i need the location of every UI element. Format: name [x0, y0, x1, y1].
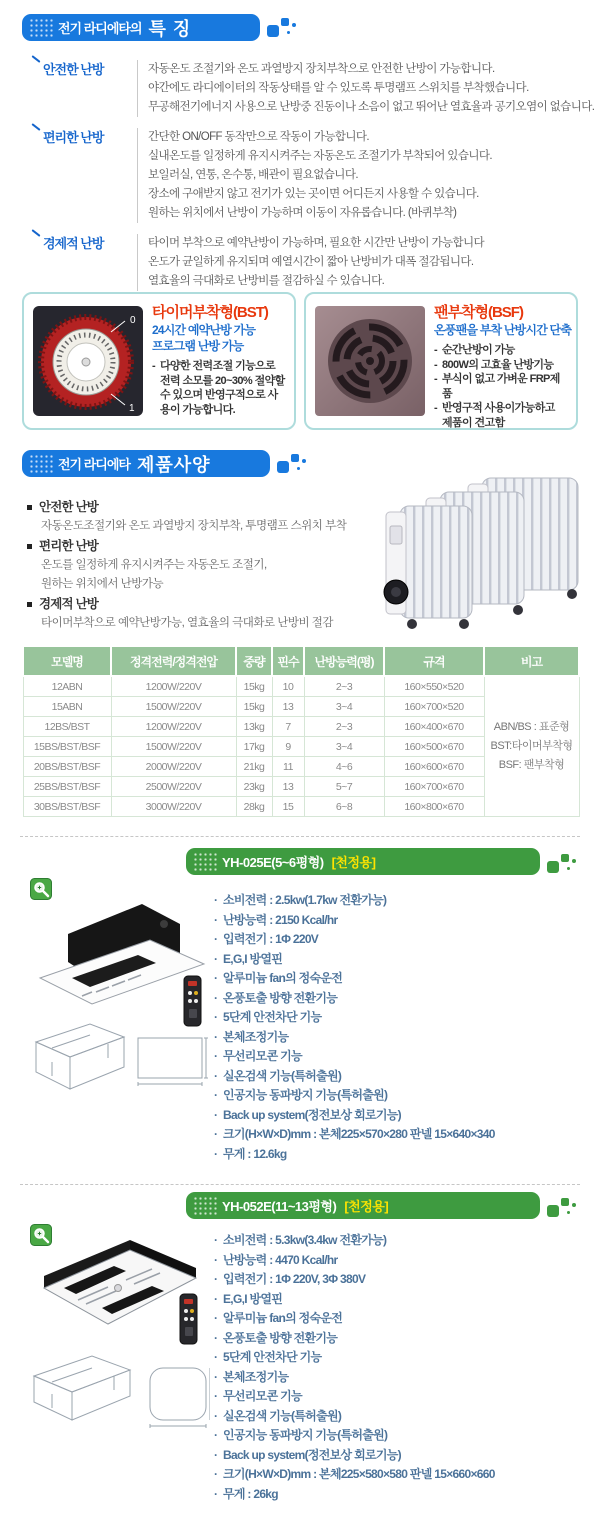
- col-capacity: 난방능력(평): [304, 646, 384, 676]
- feature-line: 장소에 구애받지 않고 전기가 있는 곳이면 어디든지 사용할 수 있습니다.: [148, 188, 479, 200]
- cell: 3~4: [304, 737, 384, 757]
- cell: 5~7: [304, 777, 384, 797]
- cell: 11: [272, 757, 304, 777]
- specs-header-title: 전기 라디에타: [58, 457, 130, 472]
- spec-item: · 알루미늄 fan의 정숙운전: [213, 1309, 595, 1329]
- col-fins: 핀수: [272, 646, 304, 676]
- feature-label: 경제적 난방: [30, 234, 131, 291]
- feature-line: 무공해전기에너지 사용으로 난방중 진동이나 소음이 없고 뛰어난 열효율과 공기오염이 없습니다.: [148, 101, 595, 113]
- features-header-title: 전기 라디에타의: [58, 21, 142, 36]
- specs-header-title-em: 제품사양: [136, 454, 211, 475]
- spec-item: · 5단계 안전차단 기능: [213, 1348, 595, 1368]
- timer-type-sub2: 프로그램 난방 가능: [152, 339, 244, 353]
- fan-type-point: - 순간난방이 가능: [434, 343, 567, 358]
- note-line: BSF: 팬부착형: [498, 759, 565, 771]
- dial-one-label: 1: [129, 403, 135, 414]
- spec-bullet-title: 경제적 난방: [26, 594, 386, 614]
- spec-bullets: [26, 497, 386, 633]
- spec-item: · 소비전력 : 2.5kw(1.7kw 전환가능): [213, 891, 595, 911]
- feature-line: 보일러실, 연통, 온수통, 배관이 필요없습니다.: [148, 169, 358, 181]
- cell: 1500W/220V: [111, 697, 236, 717]
- spec-item: · 인공지능 동파방지 기능(특허출원): [213, 1426, 595, 1446]
- spec-item: · 무선리모콘 기능: [213, 1387, 595, 1407]
- spec-item: · Back up system(정전보상 회로기능): [213, 1446, 595, 1466]
- feature-convenient: [30, 128, 582, 223]
- spec-bullet-economic: [26, 594, 386, 633]
- spec-item: · 5단계 안전차단 기능: [213, 1008, 595, 1028]
- timer-type-sub1: 24시간 예약난방 가능: [152, 323, 256, 337]
- cell: 9: [272, 737, 304, 757]
- cell: 21kg: [236, 757, 272, 777]
- cell: 28kg: [236, 797, 272, 817]
- spec-item: · 무게 : 26kg: [213, 1485, 595, 1505]
- cell: 2~3: [304, 717, 384, 737]
- spec-item: · 알루미늄 fan의 정숙운전: [213, 969, 595, 989]
- divider: [20, 836, 580, 837]
- product1-header-bar: [186, 848, 540, 875]
- spec-item: · 무선리모콘 기능: [213, 1047, 595, 1067]
- spec-item: · E,G,I 방열핀: [213, 1290, 595, 1310]
- product1-title: YH-025E(5~6평형): [222, 855, 324, 870]
- spec-bullet-safe: [26, 497, 386, 536]
- cell: 160×500×670: [384, 737, 484, 757]
- col-model: 모델명: [23, 646, 111, 676]
- feature-line: 열효율의 극대화로 난방비를 절감하실 수 있습니다.: [148, 275, 385, 287]
- features-header-bar: [22, 14, 260, 41]
- spec-item: · E,G,I 방열핀: [213, 950, 595, 970]
- col-weight: 중량: [236, 646, 272, 676]
- spec-bullet-line: 온도를 일정하게 유지시켜주는 자동온도 조절기,: [41, 559, 267, 571]
- squares-decor-icon: [546, 852, 578, 878]
- spec-item: · 난방능력 : 2150 Kcal/hr: [213, 911, 595, 931]
- timer-photo: [33, 306, 143, 416]
- cell: 13kg: [236, 717, 272, 737]
- cell: 2500W/220V: [111, 777, 236, 797]
- cell: 3000W/220V: [111, 797, 236, 817]
- product2-spec-list: [213, 1231, 595, 1504]
- fan-type-point: - 800W의 고효율 난방기능: [434, 358, 567, 373]
- feature-label: 편리한 난방: [30, 128, 131, 223]
- cell: 12BS/BST: [23, 717, 111, 737]
- cell: 160×400×670: [384, 717, 484, 737]
- fan-type-point: - 부식이 없고 가벼운 FRP제품: [434, 372, 567, 401]
- cell: 13: [272, 777, 304, 797]
- divider: [20, 1184, 580, 1185]
- timer-type-points: [152, 359, 285, 417]
- spec-item: · 무게 : 12.6kg: [213, 1145, 595, 1165]
- cell: 12ABN: [23, 676, 111, 697]
- product2-header-bar: [186, 1192, 540, 1219]
- col-power: 정격전력/정격전압: [111, 646, 236, 676]
- feature-line: 실내온도를 일정하게 유지시켜주는 자동온도 조절기가 부착되어 있습니다.: [148, 150, 492, 162]
- product2-tag: [천정용]: [344, 1199, 389, 1214]
- cell: 2000W/220V: [111, 757, 236, 777]
- cell: 15: [272, 797, 304, 817]
- col-note: 비고: [484, 646, 579, 676]
- cell: 160×700×670: [384, 777, 484, 797]
- squares-decor-icon: [266, 16, 298, 42]
- spec-item: · 실온검색 기능(특허출원): [213, 1407, 595, 1427]
- spec-bullet-line: 타이머부착으로 예약난방가능, 열효율의 극대화로 난방비 절감: [41, 617, 334, 629]
- spec-bullet-title: 안전한 난방: [26, 497, 386, 517]
- spec-item: · 본체조정기능: [213, 1028, 595, 1048]
- table-header-row: [23, 646, 579, 676]
- table-row: [23, 676, 579, 697]
- cell: 10: [272, 676, 304, 697]
- spec-bullet-convenient: [26, 536, 386, 594]
- feature-economic: [30, 234, 582, 291]
- feature-line: 자동온도 조절기와 온도 과열방지 장치부착으로 안전한 난방이 가능합니다.: [148, 63, 495, 75]
- spec-item: · 본체조정기능: [213, 1368, 595, 1388]
- features-header-title-em: 특 징: [148, 18, 192, 39]
- squares-decor-icon: [546, 1196, 578, 1222]
- fan-type-title: 팬부착형(BSF): [434, 304, 523, 321]
- note-line: BST:타이머부착형: [490, 740, 573, 752]
- cell: 15ABN: [23, 697, 111, 717]
- cell: 1200W/220V: [111, 717, 236, 737]
- squares-decor-icon: [276, 452, 308, 478]
- type-boxes: [22, 292, 578, 430]
- dial-zero-label: 0: [130, 315, 136, 326]
- spec-item: · 인공지능 동파방지 기능(특허출원): [213, 1086, 595, 1106]
- cell: 30BS/BST/BSF: [23, 797, 111, 817]
- cell: 15kg: [236, 697, 272, 717]
- spec-bullet-line: 원하는 위치에서 난방가능: [41, 578, 164, 590]
- cell: 160×700×520: [384, 697, 484, 717]
- cell: 25BS/BST/BSF: [23, 777, 111, 797]
- cell: 160×600×670: [384, 757, 484, 777]
- note-line: ABN/BS : 표준형: [493, 721, 570, 733]
- spec-item: · 온풍토출 방향 전환기능: [213, 989, 595, 1009]
- fan-type-point: - 반영구적 사용이가능하고 제품이 견고함: [434, 401, 567, 430]
- spec-item: · 크기(H×W×D)mm : 본체225×580×580 판넬 15×660×660: [213, 1465, 595, 1485]
- cell: 3~4: [304, 697, 384, 717]
- cell: 20BS/BST/BSF: [23, 757, 111, 777]
- cell: 1200W/220V: [111, 676, 236, 697]
- table-note: [484, 676, 579, 817]
- cell: 4~6: [304, 757, 384, 777]
- feature-text: [137, 128, 492, 223]
- cell: 13: [272, 697, 304, 717]
- cell: 1500W/220V: [111, 737, 236, 757]
- cell: 7: [272, 717, 304, 737]
- feature-line: 간단한 ON/OFF 동작만으로 작동이 가능합니다.: [148, 131, 369, 143]
- cell: 2~3: [304, 676, 384, 697]
- fan-photo: [315, 306, 425, 416]
- spec-bullet-line: 자동온도조절기와 온도 과열방지 장치부착, 투명램프 스위치 부착: [41, 520, 347, 532]
- spec-table: [22, 645, 580, 817]
- spec-item: · 입력전기 : 1Φ 220V, 3Φ 380V: [213, 1270, 595, 1290]
- feature-text: [137, 234, 484, 291]
- product1-tag: [천정용]: [331, 855, 376, 870]
- feature-safe: [30, 60, 595, 117]
- feature-line: 타이머 부착으로 예약난방이 가능하며, 필요한 시간만 난방이 가능합니다: [148, 237, 485, 249]
- cell: 15kg: [236, 676, 272, 697]
- fan-type-points: [434, 343, 567, 430]
- product2-photo: [30, 1236, 210, 1461]
- feature-line: 원하는 위치에서 난방이 가능하며 이동이 자유롭습니다. (바퀴부착): [148, 207, 457, 219]
- spec-item: · 소비전력 : 5.3kw(3.4kw 전환가능): [213, 1231, 595, 1251]
- cell: 160×800×670: [384, 797, 484, 817]
- cell: 160×550×520: [384, 676, 484, 697]
- specs-header-bar: [22, 450, 270, 477]
- fan-type-box: [304, 292, 578, 430]
- spec-item: · Back up system(정전보상 회로기능): [213, 1106, 595, 1126]
- cell: 15BS/BST/BSF: [23, 737, 111, 757]
- spec-bullet-title: 편리한 난방: [26, 536, 386, 556]
- cell: 6~8: [304, 797, 384, 817]
- product1-photo: [32, 892, 210, 1097]
- feature-line: 온도가 균일하게 유지되며 예열시간이 짧아 난방비가 대폭 절감됩니다.: [148, 256, 474, 268]
- product1-spec-list: [213, 891, 595, 1164]
- feature-sections: [30, 60, 595, 302]
- product2-title: YH-052E(11~13평형): [222, 1199, 337, 1214]
- feature-label: 안전한 난방: [30, 60, 131, 117]
- cell: 17kg: [236, 737, 272, 757]
- spec-item: · 온풍토출 방향 전환기능: [213, 1329, 595, 1349]
- timer-type-box: [22, 292, 296, 430]
- spec-item: · 난방능력 : 4470 Kcal/hr: [213, 1251, 595, 1271]
- spec-item: · 실온검색 기능(특허출원): [213, 1067, 595, 1087]
- feature-text: [137, 60, 594, 117]
- radiator-photo: [382, 472, 582, 634]
- col-size: 규격: [384, 646, 484, 676]
- cell: 23kg: [236, 777, 272, 797]
- feature-line: 야간에도 라디에이터의 작동상태를 알 수 있도록 투명램프 스위치를 부착했습니다.: [148, 82, 529, 94]
- spec-item: · 입력전기 : 1Φ 220V: [213, 930, 595, 950]
- timer-type-title: 타이머부착형(BST): [152, 304, 268, 321]
- spec-item: · 크기(H×W×D)mm : 본체225×570×280 판넬 15×640×340: [213, 1125, 595, 1145]
- fan-type-sub1: 온풍팬을 부착 난방시간 단축: [434, 323, 572, 337]
- timer-type-point: - 다양한 전력조절 기능으로 전력 소모를 20~30% 절약할 수 있으며 반영구적으로 사용이 가능합니다.: [152, 359, 285, 417]
